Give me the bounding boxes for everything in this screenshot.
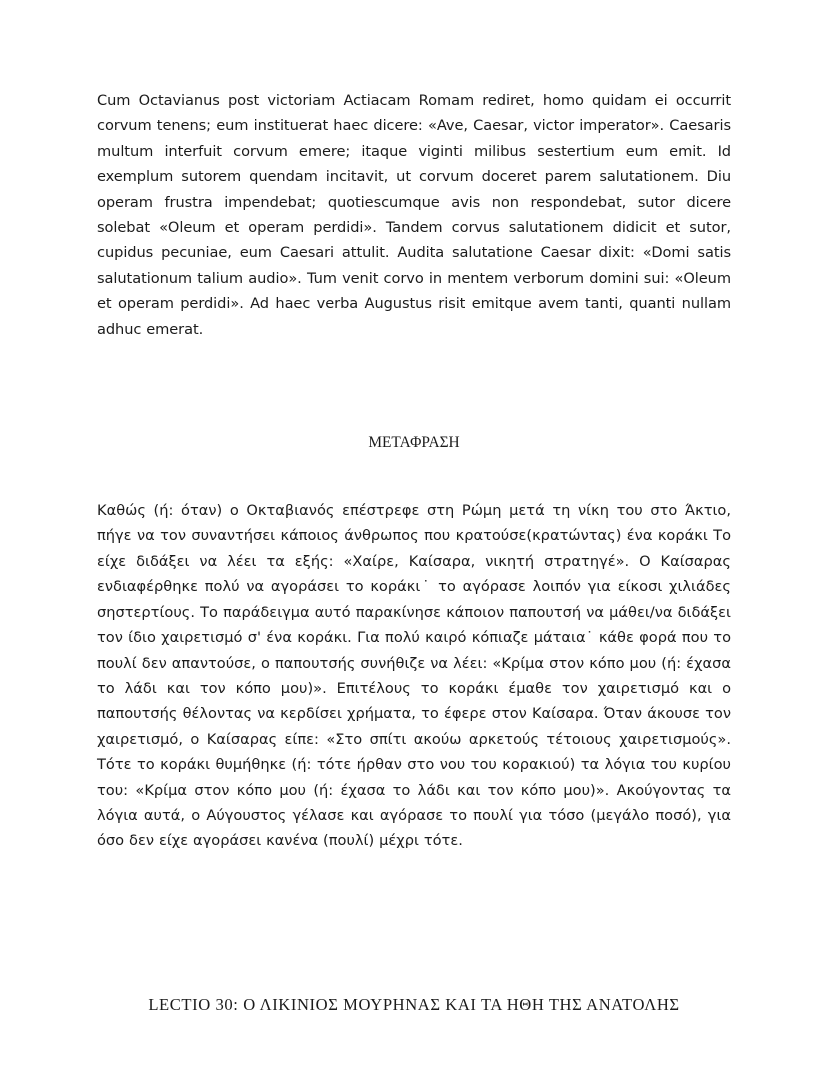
translation-heading: ΜΕΤΑΦΡΑΣΗ — [368, 434, 460, 452]
spacer-after-translation-heading — [97, 454, 731, 498]
spacer-after-greek — [97, 854, 731, 994]
page-content-column — [97, 88, 731, 1016]
latin-passage-paragraph: Cum Octavianus post victoriam Actiacam Romam rediret, homo quidam ei occurrit corvum tenens; eum instituerat haec dicere: «Ave, Caesar, victor imperator». Caesaris multum interfuit corvum emere; itaque viginti milibus sestertium eum emit. Id exemplum sutorem quendam incitavit, ut corvum doceret parem salutationem. Diu operam frustra impendebat; quotiescumque avis non respondebat, sutor dicere solebat «Oleum et operam perdidi». Tandem corvus salutationem didicit et sutor, cupidus pecuniae, eum Caesari attulit. Audita salutatione Caesar dixit: «Domi satis salutationum talium audio». Tum venit corvo in mentem verborum domini sui: «Oleum et operam perdidi». Ad haec verba Augustus risit emitque avem tanti, quanti nullam adhuc emerat. — [97, 92, 731, 338]
greek-translation-paragraph: Καθώς (ή: όταν) ο Οκταβιανός επέστρεφε στη Ρώμη μετά τη νίκη του στο Άκτιο, πήγε να τον συναντήσει κάποιος άνθρωπος που κρατούσε(κρατώντας) ένα κοράκι Το είχε διδάξει να λέει τα εξής: «Χαίρε, Καίσαρα, νικητή στρατηγέ». Ο Καίσαρας ενδιαφέρθηκε πολύ να αγοράσει το κοράκι˙ το αγόρασε λοιπόν για είκοσι χιλιάδες σηστερτίους. Το παράδειγμα αυτό παρακίνησε κάποιον παπουτσή να μάθει/να διδάξει τον ίδιο χαιρετισμό σ' ένα κοράκι. Για πολύ καιρό κόπιαζε μάταια˙ κάθε φορά που το πουλί δεν απαντούσε, ο παπουτσής συνήθιζε να λέει: «Κρίμα στον κόπο μου (ή: έχασα το λάδι και τον κόπο μου)». Επιτέλους το κοράκι έμαθε τον χαιρετισμό και ο παπουτσής θέλοντας να κερδίσει χρήματα, το έφερε στον Καίσαρα. Όταν άκουσε τον χαιρετισμό, ο Καίσαρας είπε: «Στο σπίτι ακούω αρκετούς τέτοιους χαιρετισμούς». Τότε το κοράκι θυμήθηκε (ή: τότε ήρθαν στο νου του κορακιού) τα λόγια του κυρίου του: «Κρίμα στον κόπο μου (ή: έχασα το λάδι και τον κόπο μου)». Ακούγοντας τα λόγια αυτά, ο Αύγουστος γέλασε και αγόρασε το πουλί για τόσο (μεγάλο ποσό), για όσο δεν είχε αγοράσει κανένα (πουλί) μέχρι τότε. — [97, 502, 731, 850]
next-lesson-title: LECTIO 30: Ο ΛΙΚΙΝΙΟΣ ΜΟΥΡΗΝΑΣ ΚΑΙ ΤΑ ΗΘΗ ΤΗΣ ΑΝΑΤΟΛΗΣ — [148, 994, 680, 1014]
spacer-after-latin — [97, 342, 731, 432]
